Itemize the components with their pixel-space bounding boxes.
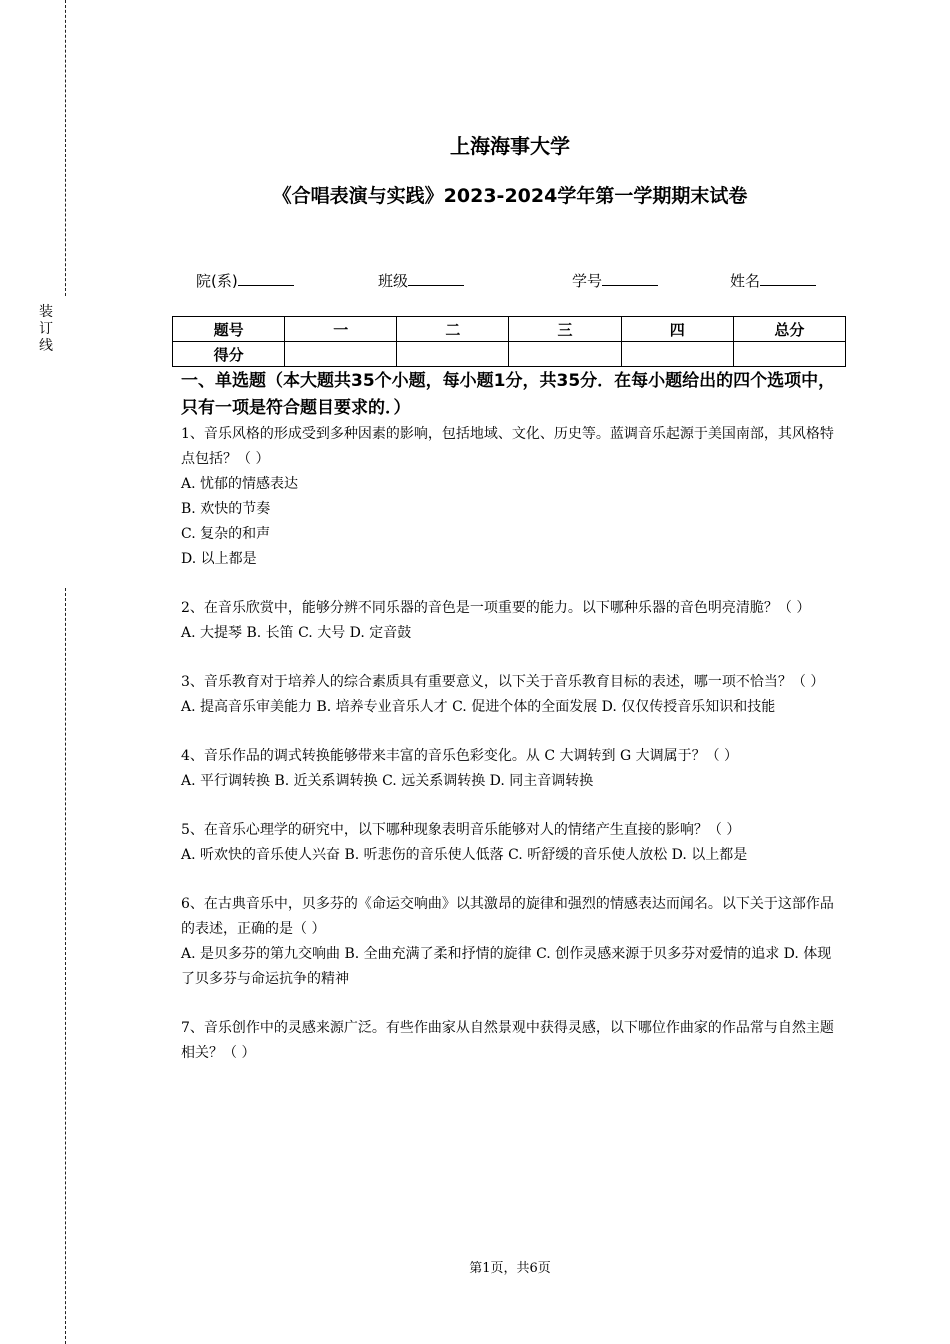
score-table-header-row <box>173 317 846 342</box>
binding-char: 线 <box>39 338 53 354</box>
binding-line-top <box>65 0 66 296</box>
question-stem: 2、在音乐欣赏中，能够分辨不同乐器的音色是一项重要的能力。以下哪种乐器的音色明亮清脆？（ ） <box>181 600 811 616</box>
score-table-cell: 题号 <box>173 317 285 342</box>
question-option: A. 忧郁的情感表达 <box>181 476 299 492</box>
student-id-label: 学号 <box>572 272 603 290</box>
question <box>181 744 841 794</box>
binding-char: 订 <box>39 321 53 337</box>
student-id-blank[interactable] <box>602 269 658 286</box>
question-option: A. 提高音乐审美能力 B. 培养专业音乐人才 C. 促进个体的全面发展 D. 仅仅传授音乐知识和技能 <box>181 699 776 715</box>
question-stem: 1、音乐风格的形成受到多种因素的影响，包括地域、文化、历史等。蓝调音乐起源于美国南部，其风格特点包括？（ ） <box>181 426 834 467</box>
score-table-cell: 三 <box>509 317 621 342</box>
score-table-cell: 二 <box>397 317 509 342</box>
exam-title: 《合唱表演与实践》2023-2024学年第一学期期末试卷 <box>272 185 748 207</box>
class-blank[interactable] <box>408 269 464 286</box>
score-input-cell[interactable] <box>733 342 845 367</box>
binding-line-bottom <box>65 588 66 1344</box>
score-table <box>172 316 846 367</box>
question-option: A. 大提琴 B. 长笛 C. 大号 D. 定音鼓 <box>181 625 412 641</box>
name-blank[interactable] <box>760 269 816 286</box>
name-field[interactable] <box>730 269 816 291</box>
question-stem: 3、音乐教育对于培养人的综合素质具有重要意义，以下关于音乐教育目标的表述，哪一项不恰当？（ ） <box>181 674 825 690</box>
class-field[interactable] <box>378 269 464 291</box>
student-info-row <box>196 269 836 291</box>
question-option: A. 听欢快的音乐使人兴奋 B. 听悲伤的音乐使人低落 C. 听舒缓的音乐使人放松 D. 以上都是 <box>181 847 748 863</box>
question-stem: 7、音乐创作中的灵感来源广泛。有些作曲家从自然景观中获得灵感，以下哪位作曲家的作品常与自然主题相关？（ ） <box>181 1020 834 1061</box>
question-stem: 5、在音乐心理学的研究中，以下哪种现象表明音乐能够对人的情绪产生直接的影响？（ ） <box>181 822 741 838</box>
question <box>181 670 841 720</box>
score-input-cell[interactable] <box>621 342 733 367</box>
question <box>181 422 841 572</box>
name-label: 姓名 <box>730 272 761 290</box>
question-option: A. 平行调转换 B. 近关系调转换 C. 远关系调转换 D. 同主音调转换 <box>181 773 594 789</box>
binding-label <box>38 304 54 355</box>
department-field[interactable] <box>196 269 294 291</box>
score-table-cell: 四 <box>621 317 733 342</box>
score-row-label: 得分 <box>173 342 285 367</box>
score-table-cell: 总分 <box>733 317 845 342</box>
question-option: D. 以上都是 <box>181 551 257 567</box>
score-table-cell: 一 <box>285 317 397 342</box>
question <box>181 818 841 868</box>
question-stem: 6、在古典音乐中，贝多芬的《命运交响曲》以其激昂的旋律和强烈的情感表达而闻名。以下关于这部作品的表述，正确的是（ ） <box>181 896 834 937</box>
question-option: A. 是贝多芬的第九交响曲 B. 全曲充满了柔和抒情的旋律 C. 创作灵感来源于贝多芬对爱情的追求 D. 体现了贝多芬与命运抗争的精神 <box>181 946 832 987</box>
question-option: B. 欢快的节奏 <box>181 501 271 517</box>
student-id-field[interactable] <box>572 269 658 291</box>
score-input-cell[interactable] <box>397 342 509 367</box>
binding-char: 装 <box>39 304 53 320</box>
score-table-score-row <box>173 342 846 367</box>
exam-content <box>181 368 841 1090</box>
question-stem: 4、音乐作品的调式转换能够带来丰富的音乐色彩变化。从 C 大调转到 G 大调属于？（ ） <box>181 748 739 764</box>
class-label: 班级 <box>378 272 409 290</box>
question <box>181 1016 841 1066</box>
question <box>181 892 841 992</box>
question-option: C. 复杂的和声 <box>181 526 271 542</box>
score-input-cell[interactable] <box>509 342 621 367</box>
department-blank[interactable] <box>238 269 294 286</box>
section-heading: 一、单选题（本大题共35个小题，每小题1分，共35分．在每小题给出的四个选项中，只有一项是符合题目要求的．） <box>181 371 836 418</box>
question <box>181 596 841 646</box>
page-footer: 第1页，共6页 <box>469 1261 551 1276</box>
score-input-cell[interactable] <box>285 342 397 367</box>
university-title: 上海海事大学 <box>450 134 570 158</box>
department-label: 院(系) <box>196 272 238 290</box>
